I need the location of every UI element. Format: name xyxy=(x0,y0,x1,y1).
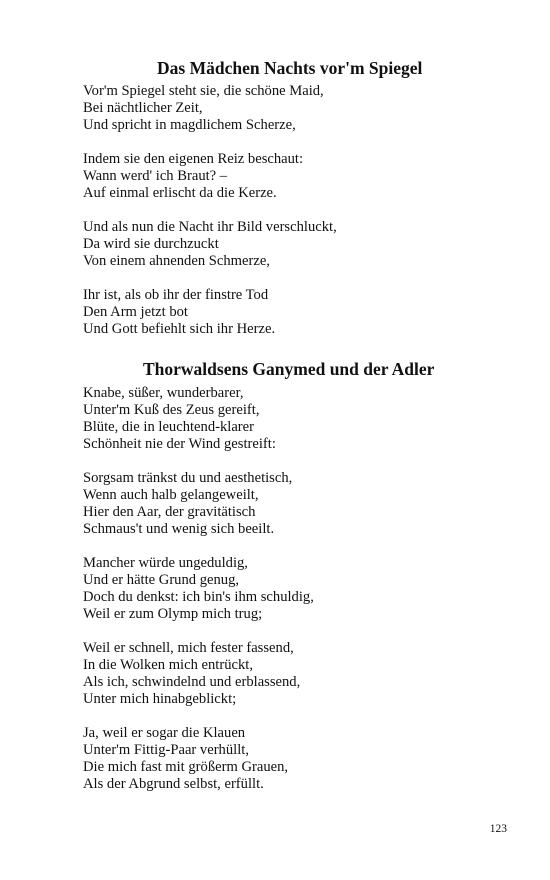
poem-line: Vor'm Spiegel steht sie, die schöne Maid, xyxy=(83,83,324,99)
stanza xyxy=(83,385,276,453)
poem-line: Da wird sie durchzuckt xyxy=(83,236,219,252)
poem-line: Und Gott befiehlt sich ihr Herze. xyxy=(83,321,276,337)
poem-line: Die mich fast mit größerm Grauen, xyxy=(83,759,289,775)
stanza xyxy=(83,287,275,338)
stanza xyxy=(83,725,288,793)
poem-line: Weil er zum Olymp mich trug; xyxy=(83,606,263,622)
poem-line: Sorgsam tränkst du und aesthetisch, xyxy=(83,470,293,486)
poem-title: Das Mädchen Nachts vor'm Spiegel xyxy=(157,58,423,78)
poem-line: Unter'm Fittig-Paar verhüllt, xyxy=(83,742,249,758)
poem-line: In die Wolken mich entrückt, xyxy=(83,657,253,673)
poem-line: Als ich, schwindelnd und erblassend, xyxy=(83,674,301,690)
poem-line: Wenn auch halb gelangeweilt, xyxy=(83,487,259,503)
poem-title: Thorwaldsens Ganymed und der Adler xyxy=(143,359,435,379)
poem-line: Von einem ahnenden Schmerze, xyxy=(83,253,270,269)
poem-line: Den Arm jetzt bot xyxy=(83,304,188,320)
stanza xyxy=(83,219,337,270)
poem-line: Blüte, die in leuchtend-klarer xyxy=(83,419,255,435)
poem-line: Indem sie den eigenen Reiz beschaut: xyxy=(83,151,304,167)
poem-line: Und als nun die Nacht ihr Bild verschluckt, xyxy=(83,219,337,235)
poem-line: Bei nächtlicher Zeit, xyxy=(83,100,203,116)
poem-line: Mancher würde ungeduldig, xyxy=(83,555,248,571)
poem-line: Knabe, süßer, wunderbarer, xyxy=(83,385,244,401)
stanza xyxy=(83,555,314,623)
stanza xyxy=(83,151,303,202)
page-number: 123 xyxy=(489,823,507,835)
poem-line: Hier den Aar, der gravitätisch xyxy=(83,504,256,520)
poem-line: Unter'm Kuß des Zeus gereift, xyxy=(83,402,260,418)
stanza xyxy=(83,470,292,538)
poem-line: Als der Abgrund selbst, erfüllt. xyxy=(83,776,264,792)
poem-line: Wann werd' ich Braut? – xyxy=(83,168,228,184)
poem-line: Schönheit nie der Wind gestreift: xyxy=(83,436,276,452)
stanza xyxy=(83,83,324,134)
poem-line: Ihr ist, als ob ihr der finstre Tod xyxy=(83,287,269,303)
poem-line: Doch du denkst: ich bin's ihm schuldig, xyxy=(83,589,314,605)
poem-line: Unter mich hinabgeblickt; xyxy=(83,691,237,707)
poem-line: Und spricht in magdlichem Scherze, xyxy=(83,117,296,133)
stanza xyxy=(83,640,300,708)
poem-line: Und er hätte Grund genug, xyxy=(83,572,240,588)
poem-line: Ja, weil er sogar die Klauen xyxy=(83,725,246,741)
poem-line: Weil er schnell, mich fester fassend, xyxy=(83,640,294,656)
poem-line: Schmaus't und wenig sich beeilt. xyxy=(83,521,275,537)
poem-line: Auf einmal erlischt da die Kerze. xyxy=(83,185,277,201)
